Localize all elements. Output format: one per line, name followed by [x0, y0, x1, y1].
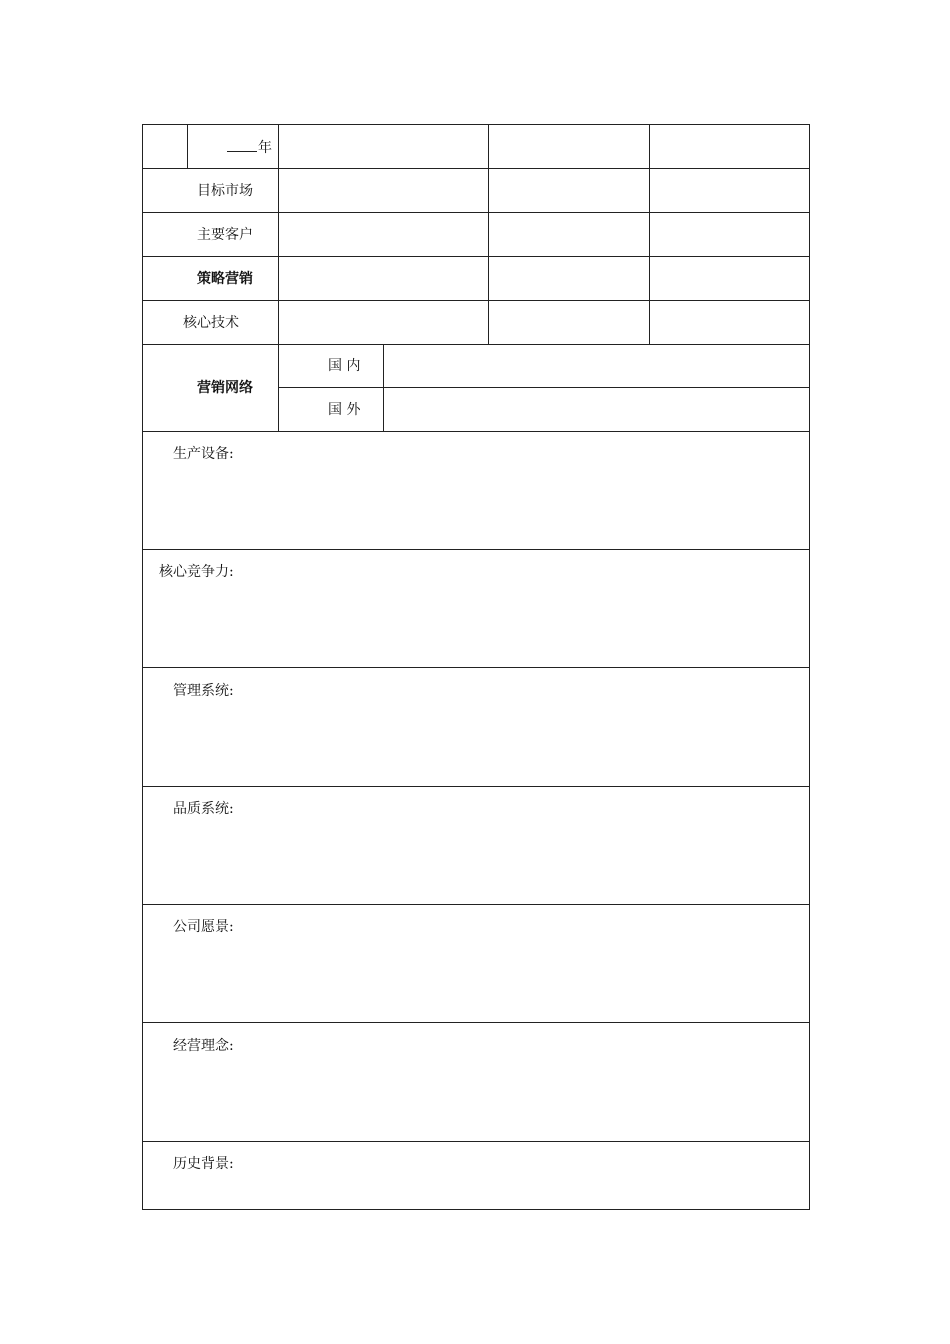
section-divider	[143, 1141, 809, 1142]
core-technology-col1-field[interactable]	[279, 301, 488, 344]
production-equipment-field[interactable]	[143, 470, 809, 549]
business-philosophy-label: 经营理念:	[173, 1038, 234, 1054]
domestic-field[interactable]	[384, 345, 809, 387]
target-market-col1-field[interactable]	[279, 169, 488, 212]
year-label: 年	[227, 139, 272, 156]
quality-system-label: 品质系统:	[173, 801, 234, 817]
section-divider	[143, 667, 809, 668]
target-market-label: 目标市场	[197, 183, 253, 199]
row-divider	[143, 431, 809, 432]
history-background-label: 历史背景:	[173, 1156, 234, 1172]
quality-system-field[interactable]	[143, 825, 809, 904]
management-system-label: 管理系统:	[173, 683, 234, 699]
marketing-strategy-label: 策略营销	[197, 271, 253, 287]
sales-network-label: 营销网络	[197, 380, 253, 396]
core-competitiveness-field[interactable]	[143, 588, 809, 667]
overseas-field[interactable]	[384, 388, 809, 431]
section-divider	[143, 786, 809, 787]
domestic-label: 国 内	[328, 358, 361, 374]
management-system-field[interactable]	[143, 707, 809, 786]
section-divider	[143, 904, 809, 905]
core-technology-label: 核心技术	[183, 315, 239, 331]
year-blank[interactable]	[227, 139, 257, 152]
main-customers-label: 主要客户	[197, 227, 253, 243]
company-vision-label: 公司愿景:	[173, 919, 234, 935]
core-competitiveness-label: 核心竞争力:	[159, 564, 234, 580]
year-col2-field[interactable]	[489, 125, 649, 168]
col-divider	[187, 125, 188, 168]
year-col1-field[interactable]	[279, 125, 488, 168]
year-col3-field[interactable]	[650, 125, 809, 168]
marketing-strategy-col1-field[interactable]	[279, 257, 488, 300]
section-divider	[143, 549, 809, 550]
section-divider	[143, 1022, 809, 1023]
production-equipment-label: 生产设备:	[173, 446, 234, 462]
company-vision-field[interactable]	[143, 943, 809, 1022]
main-customers-col1-field[interactable]	[279, 213, 488, 256]
business-philosophy-field[interactable]	[143, 1062, 809, 1141]
company-profile-form	[142, 124, 810, 1210]
history-background-field[interactable]	[143, 1180, 809, 1209]
overseas-label: 国 外	[328, 402, 361, 418]
